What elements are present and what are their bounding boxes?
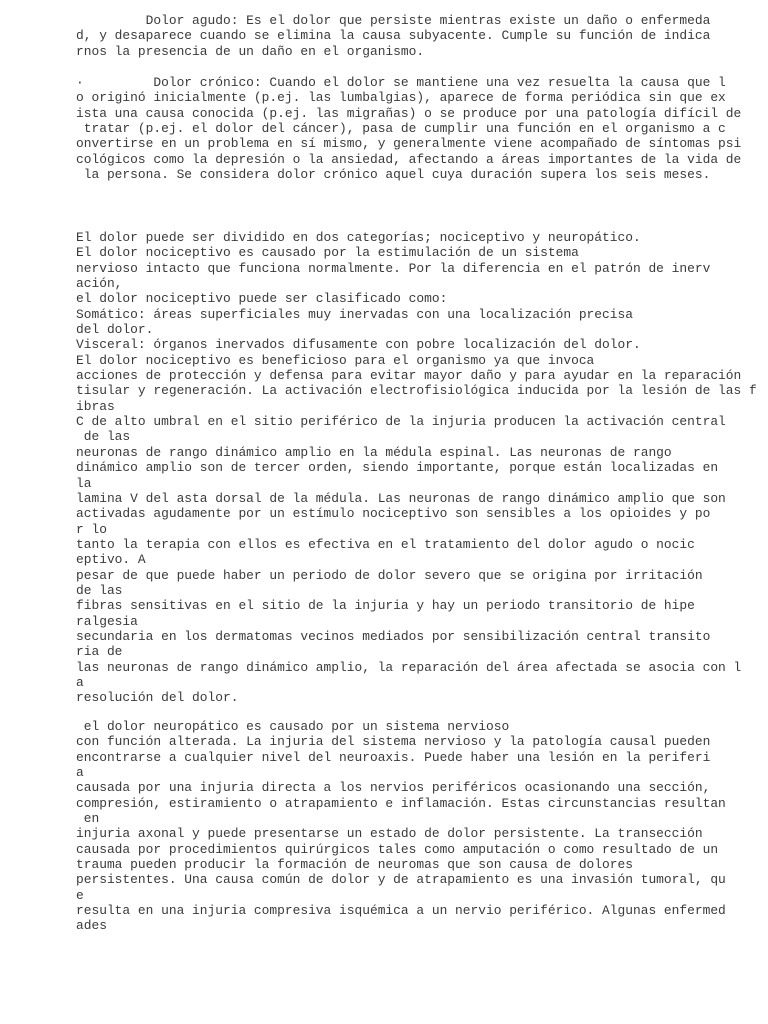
text-line: el dolor neuropático es causado por un sistema nervioso	[76, 719, 510, 734]
text-line: persistentes. Una causa común de dolor y de atrapamiento es una invasión tumoral, qu	[76, 872, 726, 888]
text-line: activadas agudamente por un estímulo nociceptivo son sensibles a los opioides y po	[76, 506, 711, 522]
text-line: de las	[76, 429, 131, 445]
text-line: ibras	[76, 398, 115, 414]
text-line: dinámico amplio son de tercer orden, siendo importante, porque están localizadas en	[76, 460, 719, 476]
text-line: resolución del dolor.	[76, 690, 239, 706]
text-line: o originó inicialmente (p.ej. las lumbalgias), aparece de forma periódica sin que ex	[76, 90, 726, 106]
text-line: C de alto umbral en el sitio periférico de la injuria producen la activación central	[76, 414, 726, 430]
text-line: el dolor nociceptivo puede ser clasificado como:	[76, 291, 448, 307]
text-line: compresión, estiramiento o atrapamiento e inflamación. Estas circunstancias resultan	[76, 795, 726, 811]
text-line: tratar (p.ej. el dolor del cáncer), pasa de cumplir una función en el organismo a c	[76, 121, 726, 137]
text-line: r lo	[76, 521, 107, 537]
text-line: ista una causa conocida (p.ej. las migrañas) o se produce por una patología difícil de	[76, 105, 742, 121]
text-line: tisular y regeneración. La activación electrofisiológica inducida por la lesión de las f	[76, 383, 757, 399]
paragraph-dolor-neuropatico	[76, 719, 766, 934]
text-line: la persona. Se considera dolor crónico aquel cuya duración supera los seis meses.	[76, 167, 711, 183]
text-line: las neuronas de rango dinámico amplio, la reparación del área afectada se asocia con l	[76, 659, 742, 675]
text-line: encontrarse a cualquier nivel del neuroaxis. Puede haber una lesión en la periferi	[76, 749, 711, 765]
text-line: pesar de que puede haber un periodo de dolor severo que se origina por irritación	[76, 567, 703, 583]
paragraph-dolor-cronico	[76, 75, 766, 182]
text-line: El dolor nociceptivo es beneficioso para el organismo ya que invoca	[76, 352, 595, 368]
text-line: ades	[76, 918, 107, 934]
text-line: e	[76, 887, 84, 903]
paragraph-dolor-nociceptivo	[76, 230, 766, 706]
text-line: fibras sensitivas en el sitio de la injuria y hay un periodo transitorio de hipe	[76, 598, 695, 614]
text-line: Visceral: órganos inervados difusamente con pobre localización del dolor.	[76, 337, 641, 353]
text-line: ria de	[76, 644, 123, 660]
text-line: con función alterada. La injuria del sistema nervioso y la patología causal pueden	[76, 734, 711, 750]
text-line: ralgesia	[76, 613, 138, 629]
text-line: Dolor agudo: Es el dolor que persiste mientras existe un daño o enfermeda	[76, 13, 711, 28]
text-line: tanto la terapia con ellos es efectiva en el tratamiento del dolor agudo o nocic	[76, 536, 695, 552]
text-line: ación,	[76, 276, 123, 292]
text-line: causada por una injuria directa a los nervios periféricos ocasionando una sección,	[76, 780, 711, 796]
text-line: trauma pueden producir la formación de neuromas que son causa de dolores	[76, 857, 633, 873]
text-line: cológicos como la depresión o la ansiedad, afectando a áreas importantes de la vida de	[76, 151, 742, 167]
text-line: Somático: áreas superficiales muy inervadas con una localización precisa	[76, 306, 633, 322]
text-line: a	[76, 674, 84, 690]
text-line: la	[76, 475, 92, 491]
text-line: El dolor puede ser dividido en dos categorías; nociceptivo y neuropático.	[76, 230, 641, 245]
text-line: rnos la presencia de un daño en el organismo.	[76, 43, 425, 59]
text-line: eptivo. A	[76, 552, 146, 568]
text-line: d, y desaparece cuando se elimina la causa subyacente. Cumple su función de indica	[76, 28, 711, 44]
text-line: resulta en una injuria compresiva isquémica a un nervio periférico. Algunas enfermed	[76, 903, 726, 919]
text-line: lamina V del asta dorsal de la médula. Las neuronas de rango dinámico amplio que son	[76, 490, 726, 506]
text-line: onvertirse en un problema en sí mismo, y generalmente viene acompañado de síntomas psi	[76, 136, 742, 152]
text-line: injuria axonal y puede presentarse un estado de dolor persistente. La transección	[76, 826, 703, 842]
text-line: neuronas de rango dinámico amplio en la médula espinal. Las neuronas de rango	[76, 444, 672, 460]
text-line: secundaria en los dermatomas vecinos mediados por sensibilización central transito	[76, 628, 711, 644]
paragraph-dolor-agudo	[76, 13, 766, 59]
text-line: nervioso intacto que funciona normalmente. Por la diferencia en el patrón de inerv	[76, 260, 711, 276]
text-line: El dolor nociceptivo es causado por la estimulación de un sistema	[76, 245, 579, 261]
text-line: de las	[76, 582, 123, 598]
text-line: acciones de protección y defensa para evitar mayor daño y para ayudar en la reparación	[76, 368, 742, 384]
text-line: en	[76, 811, 100, 827]
text-line: del dolor.	[76, 322, 154, 338]
text-line: a	[76, 765, 84, 781]
text-line: causada por procedimientos quirúrgicos tales como amputación o como resultado de un	[76, 841, 719, 857]
text-line: · Dolor crónico: Cuando el dolor se mantiene una vez resuelta la causa que l	[76, 75, 726, 90]
